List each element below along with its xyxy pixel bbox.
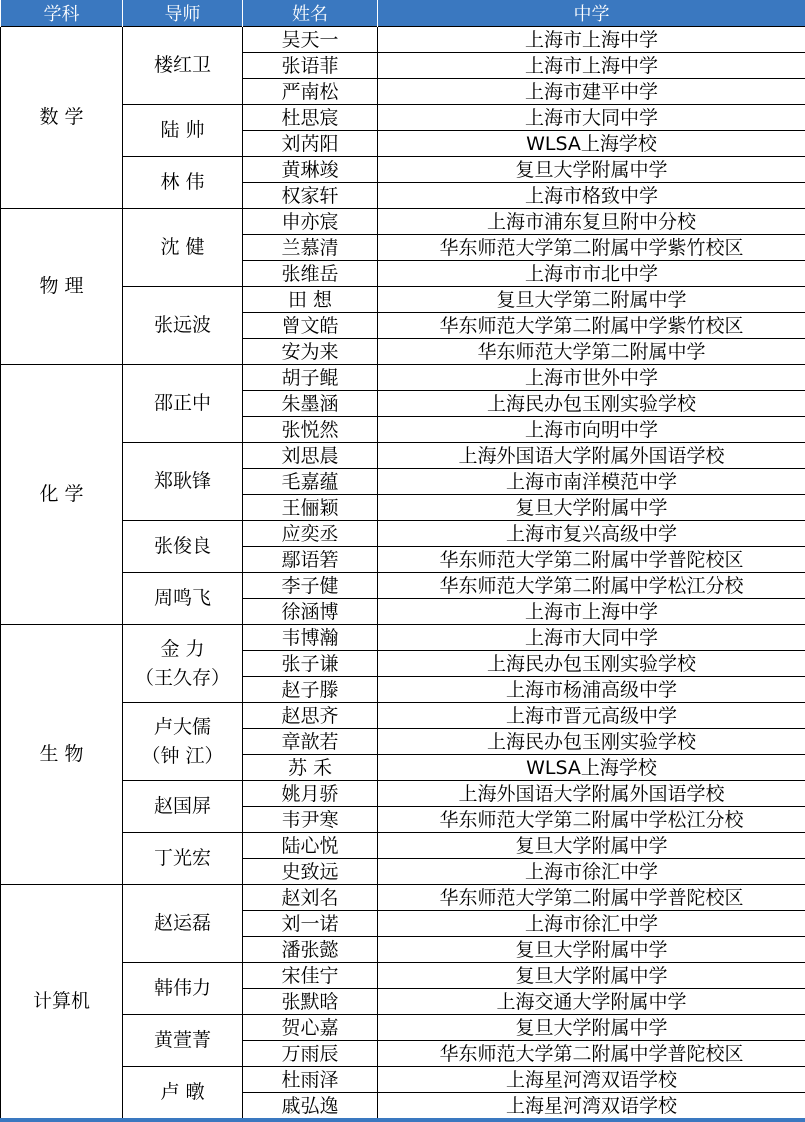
student-name-cell: 张子谦 <box>243 651 378 677</box>
school-cell: 上海市复兴高级中学 <box>378 521 805 547</box>
student-name-cell: 申亦宸 <box>243 209 378 235</box>
student-name-cell: 张悦然 <box>243 417 378 443</box>
school-cell: 上海星河湾双语学校 <box>378 1093 805 1119</box>
student-name-cell: 黄琳竣 <box>243 157 378 183</box>
school-cell: 华东师范大学第二附属中学普陀校区 <box>378 1041 805 1067</box>
student-name-cell: 曾文皓 <box>243 313 378 339</box>
student-name-cell: 张维岳 <box>243 261 378 287</box>
school-cell: 上海市大同中学 <box>378 105 805 131</box>
student-name-cell: 李子健 <box>243 573 378 599</box>
student-name-cell: 贺心嘉 <box>243 1015 378 1041</box>
school-cell: WLSA上海学校 <box>378 131 805 157</box>
school-cell: 上海市市北中学 <box>378 261 805 287</box>
school-cell: 复旦大学附属中学 <box>378 937 805 963</box>
school-cell: 华东师范大学第二附属中学普陀校区 <box>378 885 805 911</box>
advisor-cell: 赵国屏 <box>123 781 243 833</box>
subject-cell: 数 学 <box>1 27 123 209</box>
school-cell: 上海民办包玉刚实验学校 <box>378 391 805 417</box>
advisor-cell: 卢 暾 <box>123 1067 243 1119</box>
school-cell: 上海外国语大学附属外国语学校 <box>378 781 805 807</box>
school-cell: 复旦大学附属中学 <box>378 963 805 989</box>
student-name-cell: 史致远 <box>243 859 378 885</box>
student-name-cell: 王俪颖 <box>243 495 378 521</box>
school-cell: 上海市徐汇中学 <box>378 859 805 885</box>
school-cell: 复旦大学附属中学 <box>378 495 805 521</box>
student-name-cell: 宋佳宁 <box>243 963 378 989</box>
student-name-cell: 权家轩 <box>243 183 378 209</box>
advisor-cell: 周鸣飞 <box>123 573 243 625</box>
advisor-cell: 卢大儒 （钟 江） <box>123 703 243 781</box>
student-name-cell: 刘芮阳 <box>243 131 378 157</box>
school-cell: WLSA上海学校 <box>378 755 805 781</box>
school-cell: 上海市南洋模范中学 <box>378 469 805 495</box>
advisor-cell: 邵正中 <box>123 365 243 443</box>
student-name-cell: 赵刘名 <box>243 885 378 911</box>
student-name-cell: 潘张懿 <box>243 937 378 963</box>
bottom-border-bar <box>0 1118 805 1122</box>
subject-cell: 化 学 <box>1 365 123 625</box>
student-name-cell: 安为来 <box>243 339 378 365</box>
student-name-cell: 兰慕清 <box>243 235 378 261</box>
school-cell: 上海交通大学附属中学 <box>378 989 805 1015</box>
table-row <box>1 625 805 651</box>
subject-cell: 计算机 <box>1 885 123 1119</box>
advisor-cell: 陆 帅 <box>123 105 243 157</box>
student-name-cell: 张语菲 <box>243 53 378 79</box>
school-cell: 上海市上海中学 <box>378 53 805 79</box>
school-cell: 上海市浦东复旦附中分校 <box>378 209 805 235</box>
header-subject: 学科 <box>1 0 123 27</box>
table-header <box>1 0 805 27</box>
student-name-cell: 万雨辰 <box>243 1041 378 1067</box>
school-cell: 复旦大学附属中学 <box>378 157 805 183</box>
student-name-cell: 吴天一 <box>243 27 378 53</box>
subject-cell: 物 理 <box>1 209 123 365</box>
student-name-cell: 章歆若 <box>243 729 378 755</box>
student-name-cell: 胡子鲲 <box>243 365 378 391</box>
table-row <box>1 27 805 53</box>
advisor-cell: 金 力 （王久存） <box>123 625 243 703</box>
student-name-cell: 杜雨泽 <box>243 1067 378 1093</box>
advisor-cell: 沈 健 <box>123 209 243 287</box>
school-cell: 华东师范大学第二附属中学松江分校 <box>378 807 805 833</box>
school-cell: 上海外国语大学附属外国语学校 <box>378 443 805 469</box>
student-name-cell: 戚弘逸 <box>243 1093 378 1119</box>
student-name-cell: 张默晗 <box>243 989 378 1015</box>
student-name-cell: 鄢语箬 <box>243 547 378 573</box>
table-body <box>1 27 805 1119</box>
header-student-name: 姓名 <box>243 0 378 27</box>
header-row <box>1 0 805 27</box>
school-cell: 上海市晋元高级中学 <box>378 703 805 729</box>
student-name-cell: 严南松 <box>243 79 378 105</box>
school-cell: 华东师范大学第二附属中学紫竹校区 <box>378 235 805 261</box>
school-cell: 华东师范大学第二附属中学 <box>378 339 805 365</box>
student-name-cell: 陆心悦 <box>243 833 378 859</box>
advisor-cell: 丁光宏 <box>123 833 243 885</box>
advisor-cell: 赵运磊 <box>123 885 243 963</box>
table-row <box>1 365 805 391</box>
school-cell: 上海市世外中学 <box>378 365 805 391</box>
student-name-cell: 韦尹寒 <box>243 807 378 833</box>
header-school: 中学 <box>378 0 805 27</box>
school-cell: 上海民办包玉刚实验学校 <box>378 651 805 677</box>
school-cell: 上海星河湾双语学校 <box>378 1067 805 1093</box>
table-row <box>1 209 805 235</box>
school-cell: 复旦大学附属中学 <box>378 1015 805 1041</box>
student-name-cell: 刘思晨 <box>243 443 378 469</box>
school-cell: 上海市上海中学 <box>378 599 805 625</box>
school-cell: 上海市格致中学 <box>378 183 805 209</box>
student-name-cell: 杜思宸 <box>243 105 378 131</box>
student-name-cell: 姚月骄 <box>243 781 378 807</box>
student-name-cell: 毛嘉蕴 <box>243 469 378 495</box>
student-name-cell: 韦博瀚 <box>243 625 378 651</box>
school-cell: 上海市上海中学 <box>378 27 805 53</box>
student-name-cell: 刘一诺 <box>243 911 378 937</box>
school-cell: 华东师范大学第二附属中学紫竹校区 <box>378 313 805 339</box>
school-cell: 上海市杨浦高级中学 <box>378 677 805 703</box>
student-name-cell: 朱墨涵 <box>243 391 378 417</box>
school-cell: 上海市徐汇中学 <box>378 911 805 937</box>
school-cell: 上海市向明中学 <box>378 417 805 443</box>
student-name-cell: 赵思齐 <box>243 703 378 729</box>
advisor-cell: 黄萱菁 <box>123 1015 243 1067</box>
school-cell: 复旦大学第二附属中学 <box>378 287 805 313</box>
school-cell: 上海市建平中学 <box>378 79 805 105</box>
advisor-cell: 张俊良 <box>123 521 243 573</box>
student-name-cell: 徐涵博 <box>243 599 378 625</box>
student-name-cell: 应奕丞 <box>243 521 378 547</box>
student-name-cell: 赵子滕 <box>243 677 378 703</box>
school-cell: 华东师范大学第二附属中学普陀校区 <box>378 547 805 573</box>
student-name-cell: 苏 禾 <box>243 755 378 781</box>
advisor-cell: 楼红卫 <box>123 27 243 105</box>
school-cell: 复旦大学附属中学 <box>378 833 805 859</box>
table-row <box>1 885 805 911</box>
advisor-cell: 韩伟力 <box>123 963 243 1015</box>
advisor-cell: 张远波 <box>123 287 243 365</box>
school-cell: 华东师范大学第二附属中学松江分校 <box>378 573 805 599</box>
header-advisor: 导师 <box>123 0 243 27</box>
advisor-cell: 林 伟 <box>123 157 243 209</box>
subject-cell: 生 物 <box>1 625 123 885</box>
advisor-cell: 郑耿锋 <box>123 443 243 521</box>
school-cell: 上海市大同中学 <box>378 625 805 651</box>
student-name-cell: 田 想 <box>243 287 378 313</box>
school-cell: 上海民办包玉刚实验学校 <box>378 729 805 755</box>
